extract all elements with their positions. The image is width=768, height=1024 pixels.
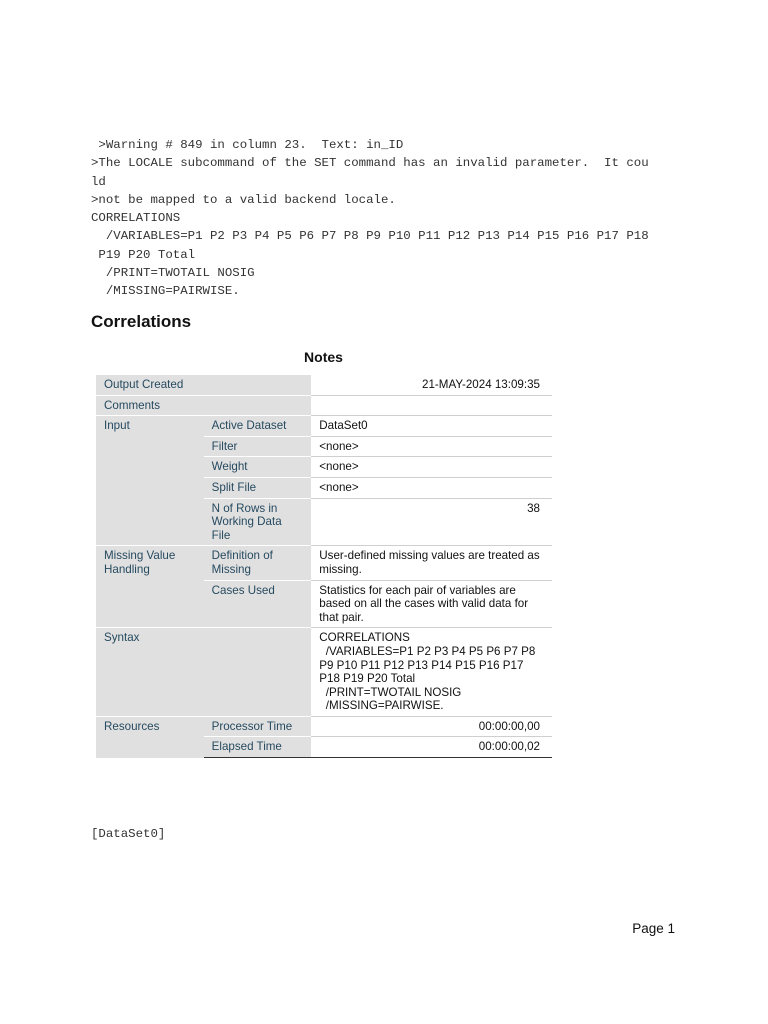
filter-label: Filter: [204, 436, 312, 457]
elapsed-time-label: Elapsed Time: [204, 737, 312, 758]
resources-label: Resources: [96, 716, 204, 757]
table-row: [96, 546, 552, 580]
filter-value: <none>: [311, 436, 552, 457]
active-dataset-value: DataSet0: [311, 416, 552, 437]
syntax-line: >The LOCALE subcommand of the SET command has an invalid parameter. It cou: [91, 156, 649, 171]
syntax-line: CORRELATIONS: [91, 211, 181, 226]
comments-label: Comments: [96, 395, 311, 416]
processor-time-value: 00:00:00,00: [311, 716, 552, 737]
notes-table: [96, 375, 552, 758]
syntax-line: P19 P20 Total: [91, 247, 196, 262]
dataset-line: [DataSet0]: [91, 827, 166, 841]
table-row: [96, 375, 552, 395]
syntax-value-line: CORRELATIONS: [319, 631, 410, 645]
syntax-value: [311, 628, 552, 717]
cases-used-value: Statistics for each pair of variables are based on all the cases with valid data for that pair.: [311, 580, 552, 628]
syntax-line: ld: [91, 174, 106, 189]
definition-of-missing-value: User-defined missing values are treated as missing.: [311, 546, 552, 580]
split-file-label: Split File: [204, 477, 312, 498]
cases-used-label: Cases Used: [204, 580, 312, 628]
weight-label: Weight: [204, 457, 312, 478]
table-row: [96, 628, 552, 717]
table-row: [96, 395, 552, 416]
syntax-line: /VARIABLES=P1 P2 P3 P4 P5 P6 P7 P8 P9 P10 P11 P12 P13 P14 P15 P16 P17 P18: [91, 229, 649, 244]
missing-value-handling-label: Missing Value Handling: [96, 546, 204, 628]
syntax-label: Syntax: [96, 628, 311, 717]
n-rows-value: 38: [311, 498, 552, 546]
output-created-value: 21-MAY-2024 13:09:35: [311, 375, 552, 395]
input-label: Input: [96, 416, 204, 546]
syntax-log: [91, 136, 691, 301]
section-heading: Correlations: [91, 312, 192, 331]
definition-of-missing-label: Definition of Missing: [204, 546, 312, 580]
syntax-value-line: /VARIABLES=P1 P2 P3 P4 P5 P6 P7 P8 P9 P10 P11 P12 P13 P14 P15 P16 P17 P18 P19 P20 Total: [319, 644, 539, 686]
elapsed-time-value: 00:00:00,02: [311, 737, 552, 758]
syntax-line: /PRINT=TWOTAIL NOSIG: [91, 266, 255, 281]
page-number: Page 1: [632, 921, 675, 936]
split-file-value: <none>: [311, 477, 552, 498]
processor-time-label: Processor Time: [204, 716, 312, 737]
comments-value: [311, 395, 552, 416]
active-dataset-label: Active Dataset: [204, 416, 312, 437]
syntax-value-line: /MISSING=PAIRWISE.: [319, 699, 444, 713]
n-rows-label: N of Rows in Working Data File: [204, 498, 312, 546]
syntax-value-line: /PRINT=TWOTAIL NOSIG: [319, 685, 462, 699]
table-row: [96, 716, 552, 737]
table-row: [96, 416, 552, 437]
syntax-line: /MISSING=PAIRWISE.: [91, 284, 240, 299]
syntax-line: >not be mapped to a valid backend locale.: [91, 192, 396, 207]
notes-table-title: Notes: [304, 349, 343, 365]
output-created-label: Output Created: [96, 375, 311, 395]
weight-value: <none>: [311, 457, 552, 478]
syntax-line: >Warning # 849 in column 23. Text: in_ID: [91, 138, 404, 152]
